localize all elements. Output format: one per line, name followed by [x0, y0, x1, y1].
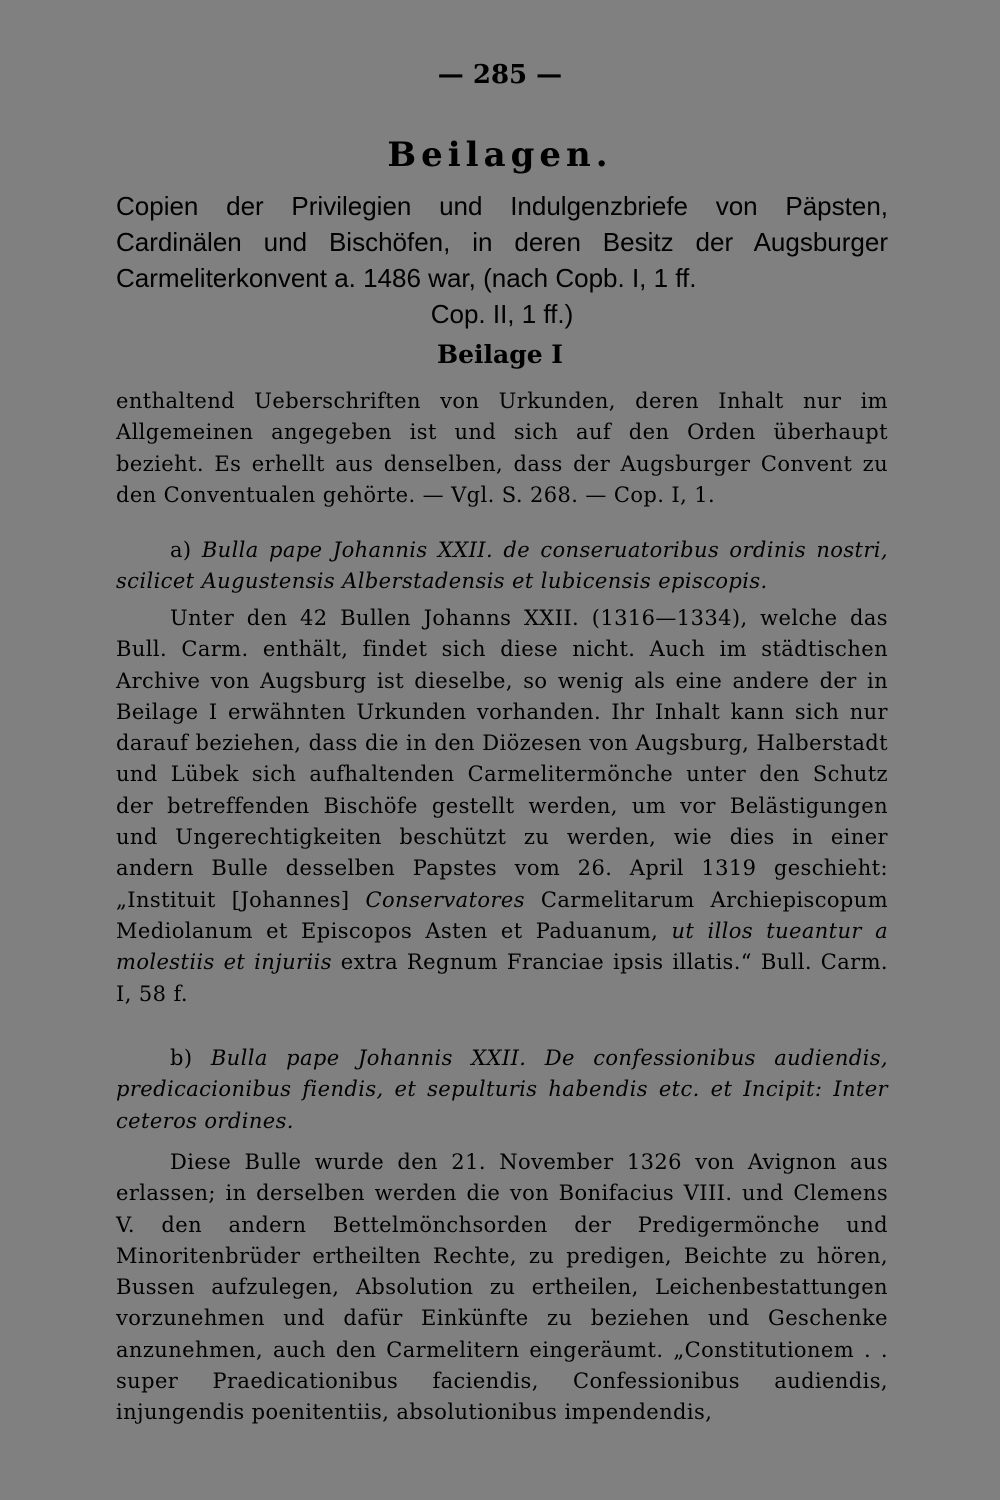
- intro-text-last-line: Cop. II, 1 ff.): [430, 299, 574, 329]
- paragraph-text: Carmelitarum Archiepiscopum Mediolanum et Episcopos Asten et Paduanum,: [116, 887, 889, 943]
- beilage-heading: Beilage I: [436, 340, 563, 369]
- item-b-title: Bulla pape Johannis XXII. De confessionibus audiendis, predicacionibus fiendis, et sepulturis habendis etc. et Incipit: Inter ceteros ordines.: [116, 1046, 888, 1133]
- paragraph-item-a-commentary: [116, 603, 888, 1010]
- paragraph-text: Unter den 42 Bullen Johanns XXII. (1316—1334), welche das Bull. Carm. enthält, findet sich diese nicht. Auch im städtischen Archive von Augsburg ist dieselbe, so wenig als eine andere der in Beilage I erwähnten Urkunden vorhanden. Ihr Inhalt kann sich nur darauf beziehen, dass die in den Diözesen von Augsburg, Halberstadt und Lübek sich aufhaltenden Carmelitermönche unter den Schutz der betreffenden Bischöfe gestellt werden, um vor Belästigungen und Ungerechtigkeiten beschützt zu werden, wie dies in einer andern Bulle desselben Papstes vom 26. April 1319 geschieht: „Instituit [Johannes]: [116, 606, 888, 912]
- paragraph-text: extra Regnum Franciae ipsis illatis.“ Bull. Carm. I, 58 f.: [116, 950, 888, 1006]
- item-b-heading: [116, 1043, 888, 1137]
- intro-text: Copien der Privilegien und Indulgenzbriefe von Päpsten, Cardinälen und Bischöfen, in deren Besitz der Augsburger Carmeliterkonvent a. 1486 war, (nach Copb. I, 1 ff.: [116, 191, 888, 293]
- item-a-label: a): [170, 538, 192, 562]
- page-number: — 285 —: [437, 60, 563, 90]
- paragraph-italic-text: ut illos tueantur a molestiis et injuriis: [116, 918, 889, 975]
- paragraph-italic-text: Conservatores: [365, 887, 525, 912]
- paragraph-item-b-commentary: Diese Bulle wurde den 21. November 1326 von Avignon aus erlassen; in derselben werden die von Bonifacius VIII. und Clemens V. den andern Bettelmönchsorden der Predigermönche und Minoritenbrüder ertheilten Rechte, zu predigen, Beichte zu hören, Bussen aufzulegen, Absolution zu ertheilen, Leichenbestattungen vorzunehmen und dafür Einkünfte zu beziehen und Geschenke anzunehmen, auch den Carmelitern eingeräumt. „Constitutionem . . super Praedicationibus faciendis, Confessionibus audiendis, injungendis poenitentiis, absolutionibus impendendis,: [116, 1150, 888, 1425]
- item-a-title: Bulla pape Johannis XXII. de conseruatoribus ordinis nostri, scilicet Augustensis Alberstadensis et lubicensis episcopis.: [116, 538, 888, 594]
- section-title: Beilagen.: [387, 135, 613, 175]
- intro-paragraph: [116, 188, 888, 332]
- item-b-label: b): [170, 1046, 193, 1070]
- paragraph-beilage-description: enthaltend Ueberschriften von Urkunden, deren Inhalt nur im Allgemeinen angegeben ist und sich auf den Orden überhaupt bezieht. Es erhellt aus denselben, dass der Augsburger Convent zu den Conventualen gehörte. — Vgl. S. 268. — Cop. I, 1.: [116, 389, 888, 507]
- item-a-heading: [116, 535, 888, 598]
